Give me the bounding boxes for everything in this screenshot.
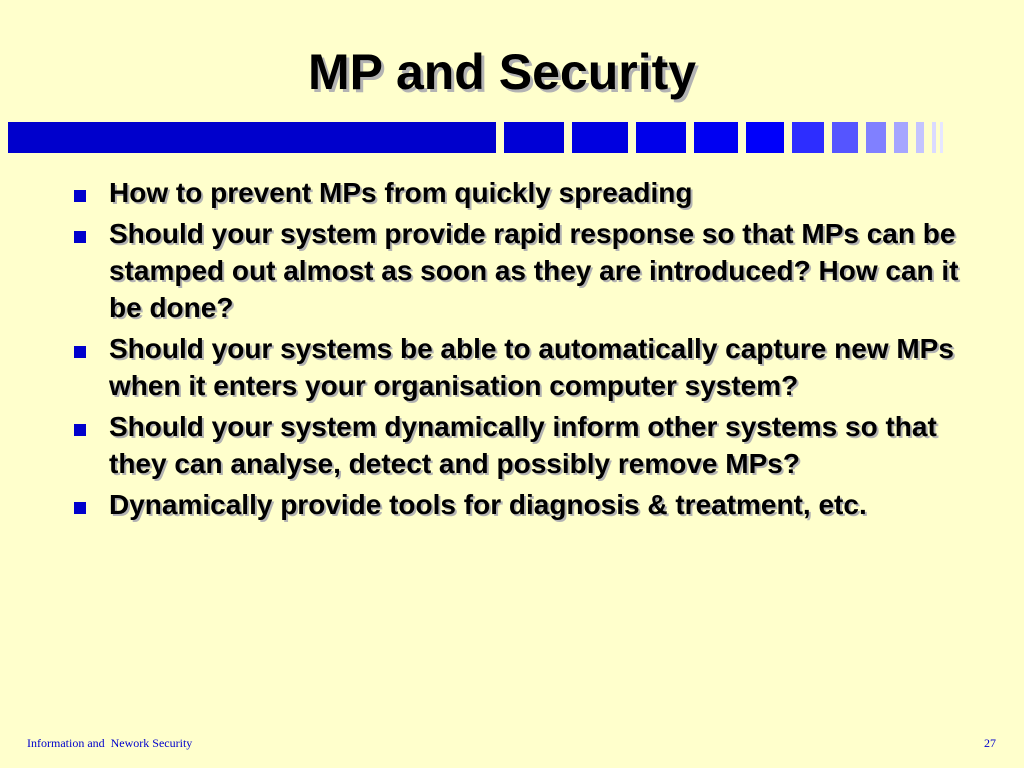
bullet-text: Dynamically provide tools for diagnosis & treatment, etc. [109, 489, 867, 520]
bar-segment [932, 122, 936, 153]
list-item [74, 486, 974, 523]
square-bullet-icon [74, 231, 86, 243]
bar-segment [504, 122, 564, 153]
square-bullet-icon [74, 502, 86, 514]
square-bullet-icon [74, 424, 86, 436]
list-item [74, 330, 974, 404]
bullet-text: Should your system dynamically inform other systems so that they can analyse, detect and possibly remove MPs? [109, 411, 937, 479]
bar-segment [866, 122, 886, 153]
bullet-list [74, 174, 974, 527]
square-bullet-icon [74, 346, 86, 358]
bar-segment [792, 122, 824, 153]
decorative-title-bar [0, 0, 1024, 160]
bar-segment [572, 122, 628, 153]
bar-segment [940, 122, 943, 153]
footer-course-title: Information and Nework Security [27, 736, 193, 750]
bar-segment [746, 122, 784, 153]
bullet-text: How to prevent MPs from quickly spreading [109, 177, 693, 208]
bullet-text: Should your system provide rapid response so that MPs can be stamped out almost as soon as they are introduced? How can it be done? [109, 218, 959, 323]
bar-segment [8, 122, 496, 153]
square-bullet-icon [74, 190, 86, 202]
page-number: 27 [984, 736, 996, 750]
bar-segment [636, 122, 686, 153]
list-item [74, 174, 974, 211]
bar-segment [832, 122, 858, 153]
bar-segment [694, 122, 738, 153]
list-item [74, 215, 974, 326]
bullet-text: Should your systems be able to automatically capture new MPs when it enters your organisation computer system? [109, 333, 954, 401]
list-item [74, 408, 974, 482]
bar-segment [916, 122, 924, 153]
slide-title: MP and Security [307, 44, 697, 100]
bar-segment [894, 122, 908, 153]
